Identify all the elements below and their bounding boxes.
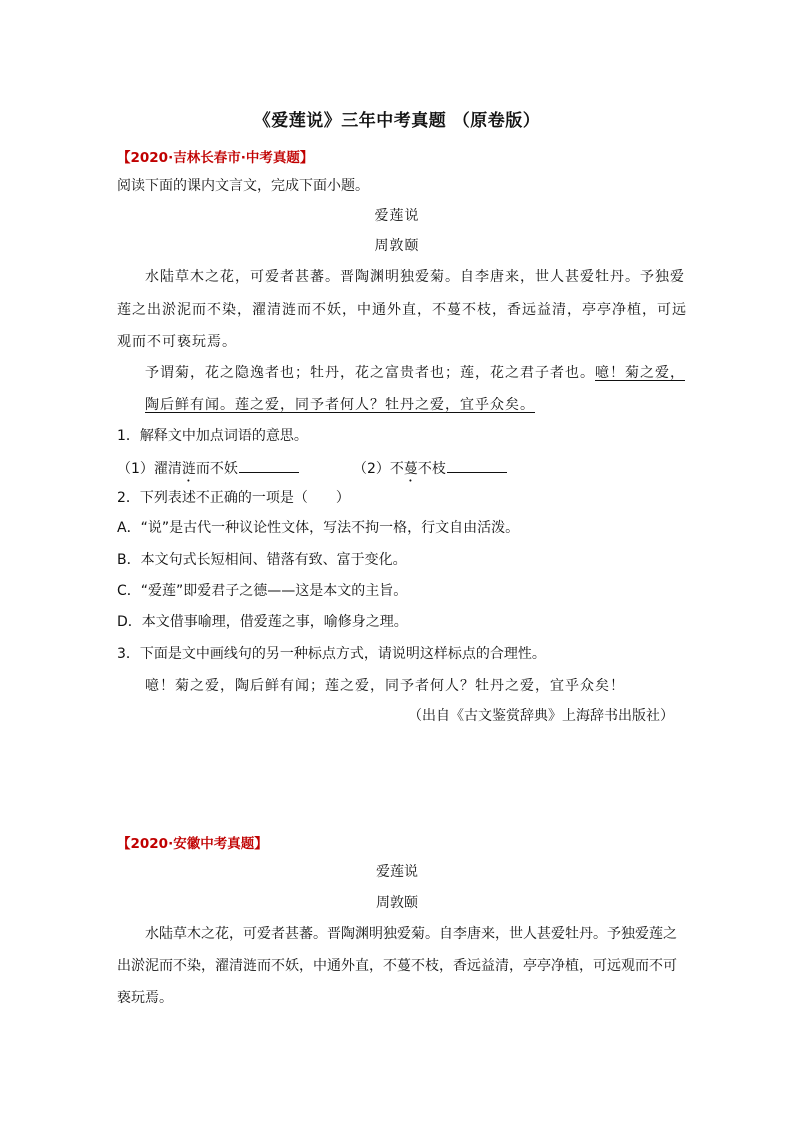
- q1b-answer-blank[interactable]: [447, 458, 507, 473]
- question-2-option-b[interactable]: B．本文句式长短相间、错落有致、富于变化。: [117, 552, 407, 568]
- q1a-answer-blank[interactable]: [239, 458, 299, 473]
- section1-para2-line2: 陶后鲜有闻。莲之爱，同予者何人？牡丹之爱，宜乎众矣。: [145, 397, 535, 413]
- q1a-prefix: （1）濯清: [117, 461, 182, 477]
- para2-underlined-start: 噫！菊之爱，: [595, 365, 685, 381]
- section1-para1-line2: 莲之出淤泥而不染，濯清涟而不妖，中通外直，不蔓不枝，香远益清，亭亭净植，可远: [117, 302, 687, 318]
- section2-para1-line2: 出淤泥而不染，濯清涟而不妖，中通外直，不蔓不枝，香远益清，亭亭净植，可远观而不可: [117, 958, 677, 974]
- question-2-option-a[interactable]: A．“说”是古代一种议论性文体，写法不拘一格，行文自由活泼。: [117, 520, 520, 536]
- section1-instruction: 阅读下面的课内文言文，完成下面小题。: [117, 178, 369, 194]
- question-3: 3．下面是文中画线句的另一种标点方式，请说明这样标点的合理性。: [117, 646, 546, 662]
- section2-poem-title: 爱莲说: [376, 864, 418, 880]
- question-1: 1．解释文中加点词语的意思。: [117, 428, 308, 444]
- question-3-quote: 噫！菊之爱，陶后鲜有闻；莲之爱，同予者何人？牡丹之爱，宜乎众矣！: [145, 678, 625, 694]
- question-2: 2．下列表述不正确的一项是（ ）: [117, 490, 350, 506]
- section2-para1-line3: 亵玩焉。: [117, 990, 173, 1006]
- section1-para2-line1: [145, 363, 685, 383]
- section1-para1-line1: 水陆草木之花，可爱者甚蕃。晋陶渊明独爱菊。自李唐来，世人甚爱牡丹。予独爱: [145, 269, 685, 285]
- page-title: 《爱莲说》三年中考真题 （原卷版）: [253, 111, 541, 131]
- q1b-dotted-word: 蔓: [403, 461, 418, 477]
- question-3-source: （出自《古文鉴赏辞典》上海辞书出版社）: [408, 708, 674, 724]
- q1a-dotted-word: 涟: [181, 461, 196, 477]
- question-2-option-c[interactable]: C．“爱莲”即爱君子之德——这是本文的主旨。: [117, 583, 408, 599]
- q1a-suffix: 而不妖: [195, 461, 238, 477]
- section1-poem-title: 爱莲说: [374, 208, 420, 224]
- section2-tag: 【2020·安徽中考真题】: [117, 836, 268, 852]
- q1b-prefix: （2）不: [353, 461, 404, 477]
- section2-para1-line1: 水陆草木之花，可爱者甚蕃。晋陶渊明独爱菊。自李唐来，世人甚爱牡丹。予独爱莲之: [145, 926, 677, 942]
- q1b-suffix: 不枝: [417, 461, 446, 477]
- question-2-option-d[interactable]: D．本文借事喻理，借爱莲之事，喻修身之理。: [117, 614, 408, 630]
- section1-tag: 【2020·吉林长春市·中考真题】: [117, 150, 314, 166]
- section2-author: 周敦颐: [376, 895, 418, 911]
- question-1-item-1: [117, 458, 299, 485]
- section1-author: 周敦颐: [374, 238, 420, 254]
- para2-plain-text: 予谓菊，花之隐逸者也；牡丹，花之富贵者也；莲，花之君子者也。: [145, 365, 595, 381]
- section1-para1-line3: 观而不可亵玩焉。: [117, 334, 237, 350]
- question-1-item-2: [353, 458, 507, 485]
